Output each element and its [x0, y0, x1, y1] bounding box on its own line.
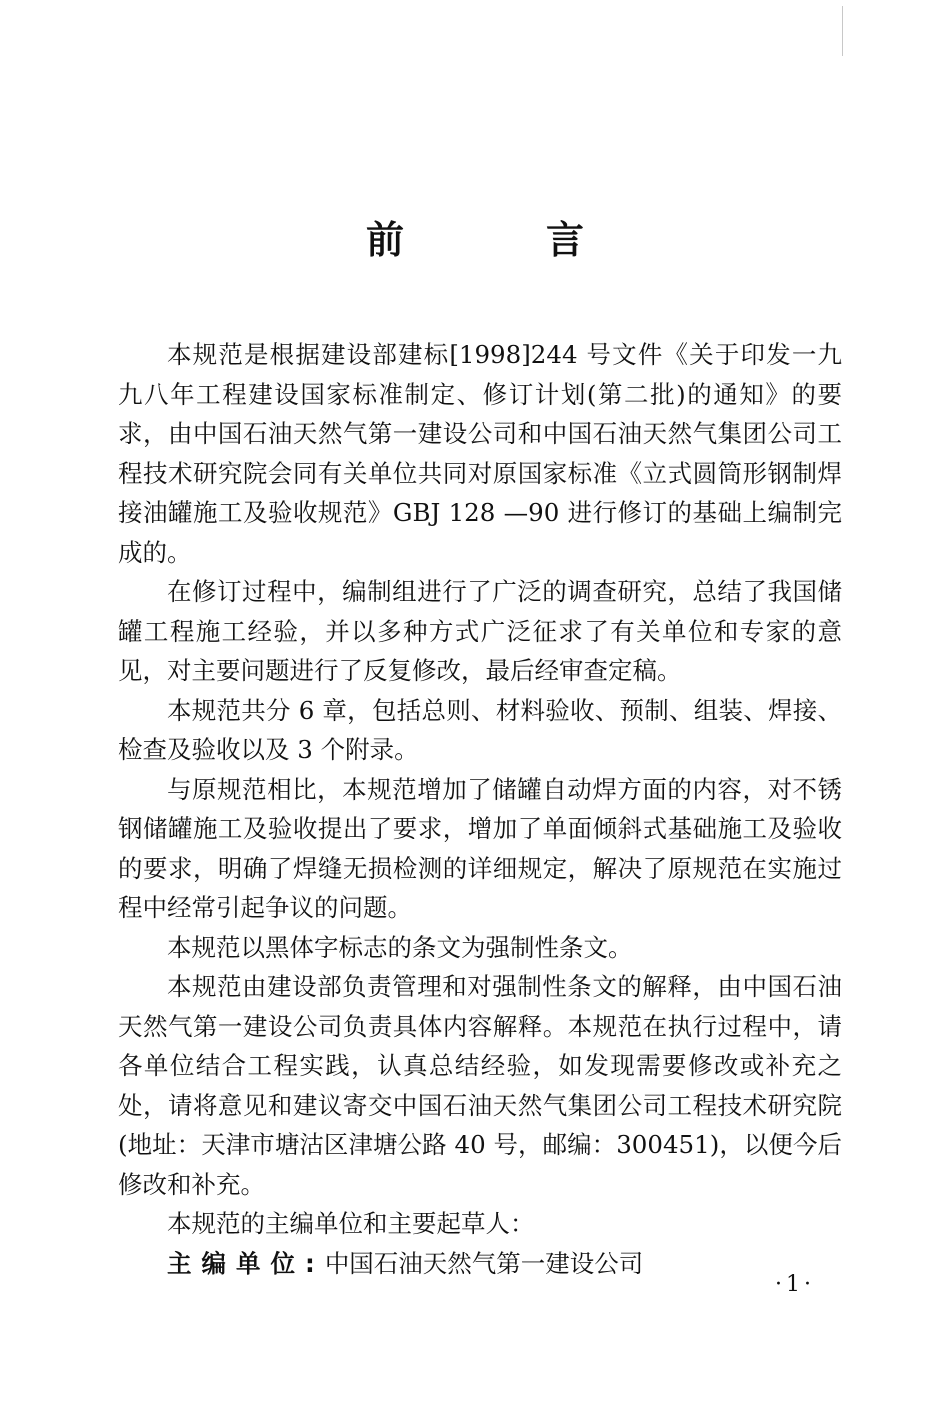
page-title: 前 言 [365, 218, 636, 262]
chief-editor-line [118, 1244, 842, 1284]
chief-editor-separator: : [305, 1248, 325, 1278]
paragraph-basis: 本规范是根据建设部建标[1998]244 号文件《关于印发一九九八年工程建设国家标准制定、修订计划(第二批)的通知》的要求，由中国石油天然气第一建设公司和中国石油天然气集团公司工程技术研究院会同有关单位共同对原国家标准《立式圆筒形钢制焊接油罐施工及验收规范》GBJ 128 —90 进行修订的基础上编制完成的。 [118, 340, 842, 567]
paragraph-revision-process: 在修订过程中，编制组进行了广泛的调查研究，总结了我国储罐工程施工经验，并以多种方式广泛征求了有关单位和专家的意见，对主要问题进行了反复修改，最后经审查定稿。 [118, 577, 842, 685]
paragraph-management: 本规范由建设部负责管理和对强制性条文的解释，由中国石油天然气第一建设公司负责具体内容解释。本规范在执行过程中，请各单位结合工程实践，认真总结经验，如发现需要修改或补充之处，请将意见和建议寄交中国石油天然气集团公司工程技术研究院(地址：天津市塘沽区津塘公路 40 号，邮编：300451)，以便今后修改和补充。 [118, 972, 842, 1199]
scan-artifact-line [842, 6, 843, 56]
paragraph-editors-intro: 本规范的主编单位和主要起草人： [167, 1209, 535, 1238]
page-number: ·1· [775, 1272, 815, 1297]
paragraph-mandatory: 本规范以黑体字标志的条文为强制性条文。 [167, 932, 633, 962]
paragraph-chapters: 本规范共分 6 章，包括总则、材料验收、预制、组装、焊接、检查及验收以及 3 个附录。 [118, 695, 842, 764]
paragraph-changes: 与原规范相比，本规范增加了储罐自动焊方面的内容，对不锈钢储罐施工及验收提出了要求，增加了单面倾斜式基础施工及验收的要求，明确了焊缝无损检测的详细规定，解决了原规范在实施过程中经常引起争议的问题。 [118, 774, 842, 922]
preface-body [118, 335, 842, 1283]
chief-editor-value: 中国石油天然气第一建设公司 [324, 1248, 644, 1278]
chief-editor-label: 主编单位 [167, 1248, 305, 1278]
